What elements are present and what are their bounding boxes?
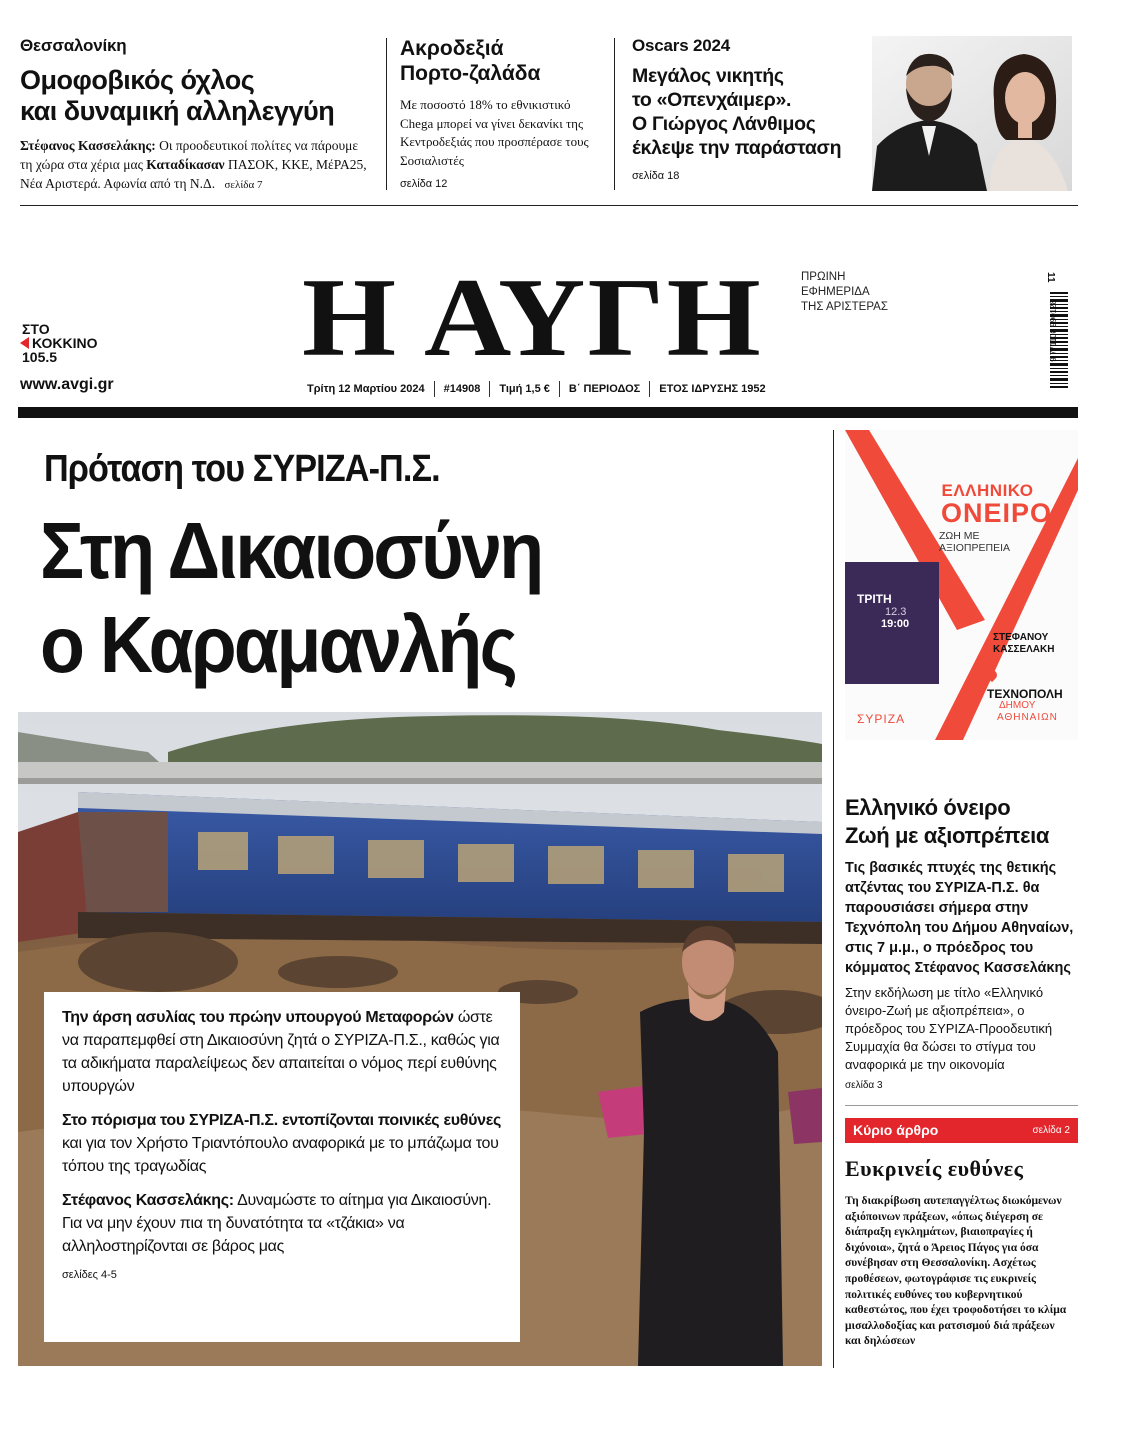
radio-logo-line: ΣΤΟ bbox=[22, 321, 50, 337]
issue-period: Β΄ ΠΕΡΙΟΔΟΣ bbox=[560, 381, 650, 397]
issue-info-row bbox=[307, 381, 775, 397]
page-reference: σελίδα 12 bbox=[400, 178, 448, 190]
main-paragraph bbox=[62, 1189, 502, 1258]
teaser-headline-line: Ο Γιώργος Λάνθιμος bbox=[632, 113, 816, 135]
teaser-thessaloniki[interactable] bbox=[20, 36, 370, 195]
poster-speaker-line: ΣΤΕΦΑΝΟΥ bbox=[993, 632, 1049, 643]
main-kicker: Πρόταση του ΣΥΡΙΖΑ-Π.Σ. bbox=[44, 448, 440, 490]
oscars-photo-art bbox=[872, 36, 1072, 191]
sidebar-body: Στην εκδήλωση με τίτλο «Ελληνικό όνειρο-Ζωή με αξιοπρέπεια», ο πρόεδρος του ΣΥΡΙΖΑ-Προοδευτική Συμμαχία θα δώσει το στίγμα του αναφορικά με την οικονομία bbox=[845, 985, 1053, 1072]
poster-date-block bbox=[845, 562, 939, 684]
main-paragraph-bold: Στο πόρισμα του ΣΥΡΙΖΑ-Π.Σ. εντοπίζονται ποινικές ευθύνες bbox=[62, 1112, 502, 1129]
poster-subtitle-line: ΑΞΙΟΠΡΕΠΕΙΑ bbox=[939, 542, 1011, 554]
poster-speaker-line: ΚΑΣΣΕΛΑΚΗ bbox=[993, 644, 1055, 655]
teaser-kicker-line: Ακροδεξιά bbox=[400, 37, 504, 60]
event-poster[interactable] bbox=[845, 430, 1078, 740]
main-headline bbox=[40, 504, 541, 692]
poster-venue bbox=[987, 688, 1063, 724]
sidebar-lead: Τις βασικές πτυχές της θετικής ατζέντας του ΣΥΡΙΖΑ-Π.Σ. θα παρουσιάσει σήμερα στην Τεχνόπολη του Δήμου Αθηναίων, στις 7 μ.μ., ο πρόεδρος του κόμματος Στέφανος Κασσελάκης bbox=[845, 860, 1074, 976]
teaser-portugal[interactable] bbox=[400, 36, 600, 190]
sidebar-story[interactable] bbox=[845, 794, 1078, 1091]
teaser-body bbox=[20, 136, 370, 195]
sidebar-headline bbox=[845, 794, 1078, 850]
page-reference: σελίδα 7 bbox=[224, 179, 263, 191]
teaser-kicker: Oscars 2024 bbox=[632, 36, 730, 55]
poster-venue-line: ΔΗΜΟΥ bbox=[999, 700, 1036, 711]
tagline-line: ΠΡΩΙΝΗ bbox=[801, 271, 846, 283]
teaser-headline-line: το «Οπενχάιμερ». bbox=[632, 89, 792, 111]
teaser-headline-line: Μεγάλος νικητής bbox=[632, 65, 784, 87]
issue-date: Τρίτη 12 Μαρτίου 2024 bbox=[307, 381, 435, 397]
poster-venue-line: ΑΘΗΝΑΙΩΝ bbox=[997, 712, 1058, 723]
teaser-headline-line: έκλεψε την παράσταση bbox=[632, 137, 842, 159]
sidebar-section-divider bbox=[845, 1105, 1078, 1106]
main-paragraph bbox=[62, 1006, 502, 1098]
teaser-body: Με ποσοστό 18% το εθνικιστικό Chega μπορεί να γίνει δεκανίκι της Κεντροδεξιάς που προσπέρασε τους Σοσιαλιστές bbox=[400, 97, 589, 168]
editorial-page: σελίδα 2 bbox=[1032, 1125, 1070, 1136]
column-divider bbox=[386, 38, 387, 190]
teaser-headline bbox=[632, 64, 872, 160]
teaser-kicker: Θεσσαλονίκη bbox=[20, 36, 127, 55]
editorial-label: Κύριο άρθρο bbox=[853, 1122, 939, 1138]
teaser-headline-line: Ομοφοβικός όχλος bbox=[20, 65, 255, 95]
masthead-title: Η ΑΥΓΗ bbox=[302, 256, 763, 380]
column-divider bbox=[614, 38, 615, 190]
sidebar-headline-line: Ελληνικό όνειρο bbox=[845, 795, 1011, 820]
poster-time: 19:00 bbox=[881, 618, 910, 630]
poster-subtitle bbox=[939, 530, 1010, 554]
teaser-body-text: Οι προοδευτικοί πολίτες να πάρουμε τη χώρα στα χέρια μας bbox=[20, 138, 359, 172]
issue-price: Τιμή 1,5 € bbox=[490, 381, 560, 397]
teaser-body-bold: Καταδίκασαν bbox=[146, 157, 225, 172]
teaser-body-text: ΠΑΣΟΚ, ΚΚΕ, ΜέΡΑ25, Νέα Αριστερά. Αφωνία από τη Ν.Δ. bbox=[20, 157, 367, 191]
website-link[interactable]: www.avgi.gr bbox=[20, 376, 114, 393]
issue-number: #14908 bbox=[435, 381, 491, 397]
poster-speaker bbox=[993, 632, 1054, 656]
main-paragraph-bold: Στέφανος Κασσελάκης: bbox=[62, 1192, 234, 1209]
masthead-tagline bbox=[801, 270, 888, 315]
teaser-kicker-line: Πορτο-ζαλάδα bbox=[400, 62, 541, 85]
barcode-number: 9 771108 990128 bbox=[1049, 300, 1058, 362]
main-paragraph-text: ώστε να παραπεμφθεί στη Δικαιοσύνη ζητά ο ΣΥΡΙΖΑ-Π.Σ., καθώς για τα αδικήματα παραλείψεως δεν απαιτείται ο νόμος περί ευθύνης υπουργών bbox=[62, 1009, 500, 1095]
poster-title-line: ΟΝΕΙΡΟ bbox=[941, 498, 1053, 528]
page-reference: σελίδες 4-5 bbox=[62, 1269, 117, 1281]
main-paragraph-text: και για τον Χρήστο Τριαντόπουλο αναφορικά με το μπάζωμα του τόπου της τραγωδίας bbox=[62, 1135, 499, 1175]
tagline-line: ΕΦΗΜΕΡΙΔΑ bbox=[801, 286, 870, 298]
oscars-photo bbox=[872, 36, 1072, 191]
main-paragraph-text: Δυναμώστε το αίτημα για Δικαιοσύνη. Για να μην έχουν πια τη δυνατότητα τα «τζάκια» να αλληλοστηρίζονται σε βάρος μας bbox=[62, 1192, 492, 1255]
masthead-bottom-bar bbox=[18, 407, 1078, 418]
main-headline-line: ο Καραμανλής bbox=[40, 600, 516, 689]
top-section-divider bbox=[20, 205, 1078, 206]
main-text-box bbox=[44, 992, 520, 1342]
tagline-line: ΤΗΣ ΑΡΙΣΤΕΡΑΣ bbox=[801, 301, 888, 313]
poster-title-line: ΕΛΛΗΝΙΚΟ bbox=[941, 481, 1034, 500]
page-reference: σελίδα 18 bbox=[632, 170, 680, 182]
poster-venue-line: ΤΕΧΝΟΠΟΛΗ bbox=[987, 687, 1063, 701]
radio-logo[interactable] bbox=[22, 322, 132, 364]
main-paragraph bbox=[62, 1109, 502, 1178]
teaser-kicker bbox=[400, 36, 600, 86]
main-headline-line: Στη Δικαιοσύνη bbox=[40, 506, 542, 595]
teaser-headline bbox=[20, 65, 370, 127]
page-reference: σελίδα 3 bbox=[845, 1080, 883, 1091]
poster-title bbox=[923, 480, 1053, 528]
teaser-body-bold: Στέφανος Κασσελάκης: bbox=[20, 138, 156, 153]
editorial-label-bar[interactable] bbox=[845, 1118, 1078, 1143]
issue-founded: ΕΤΟΣ ΙΔΡΥΣΗΣ 1952 bbox=[659, 383, 766, 395]
radio-frequency: 105.5 bbox=[22, 349, 58, 365]
poster-day: ΤΡΙΤΗ bbox=[857, 592, 892, 606]
teaser-oscars[interactable] bbox=[632, 36, 872, 182]
editorial-body: Τη διακρίβωση αυτεπαγγέλτως διωκόμενων αξιόποινων πράξεων, «όπως διέγερση σε διάπραξη εγκλημάτων, βιαιοπραγίες ή διχόνοια», ζητά ο Άρειος Πάγος για όσα συνέβησαν στη Θεσσαλονίκη. Ασχέτως προθέσεων, φωτογράφισε τις ευκρινείς πολιτικές ευθύνες του κυβερνητικού καθεστώτος, που έχει τροφοδοτήσει το κλίμα μισαλλοδοξίας και ρατσισμού διά πράξεων και δηλώσεων bbox=[845, 1195, 1067, 1348]
poster-subtitle-line: ΖΩΗ ΜΕ bbox=[939, 530, 980, 542]
editorial-title: Ευκρινείς ευθύνες bbox=[845, 1156, 1024, 1181]
main-paragraph-bold: Την άρση ασυλίας του πρώην υπουργού Μεταφορών bbox=[62, 1009, 454, 1026]
poster-date: 12.3 bbox=[885, 606, 907, 618]
sidebar-headline-line: Ζωή με αξιοπρέπεια bbox=[845, 823, 1049, 848]
sidebar-divider bbox=[833, 430, 834, 1368]
teaser-headline-line: και δυναμική αλληλεγγύη bbox=[20, 96, 335, 126]
radio-logo-line: ΚΟΚΚΙΝΟ bbox=[32, 335, 98, 351]
barcode-code: 11 bbox=[1045, 272, 1056, 283]
radio-logo-arrow-icon bbox=[20, 337, 29, 349]
barcode bbox=[1040, 272, 1070, 402]
poster-party-logo: ΣΥΡΙΖΑ bbox=[857, 712, 906, 726]
